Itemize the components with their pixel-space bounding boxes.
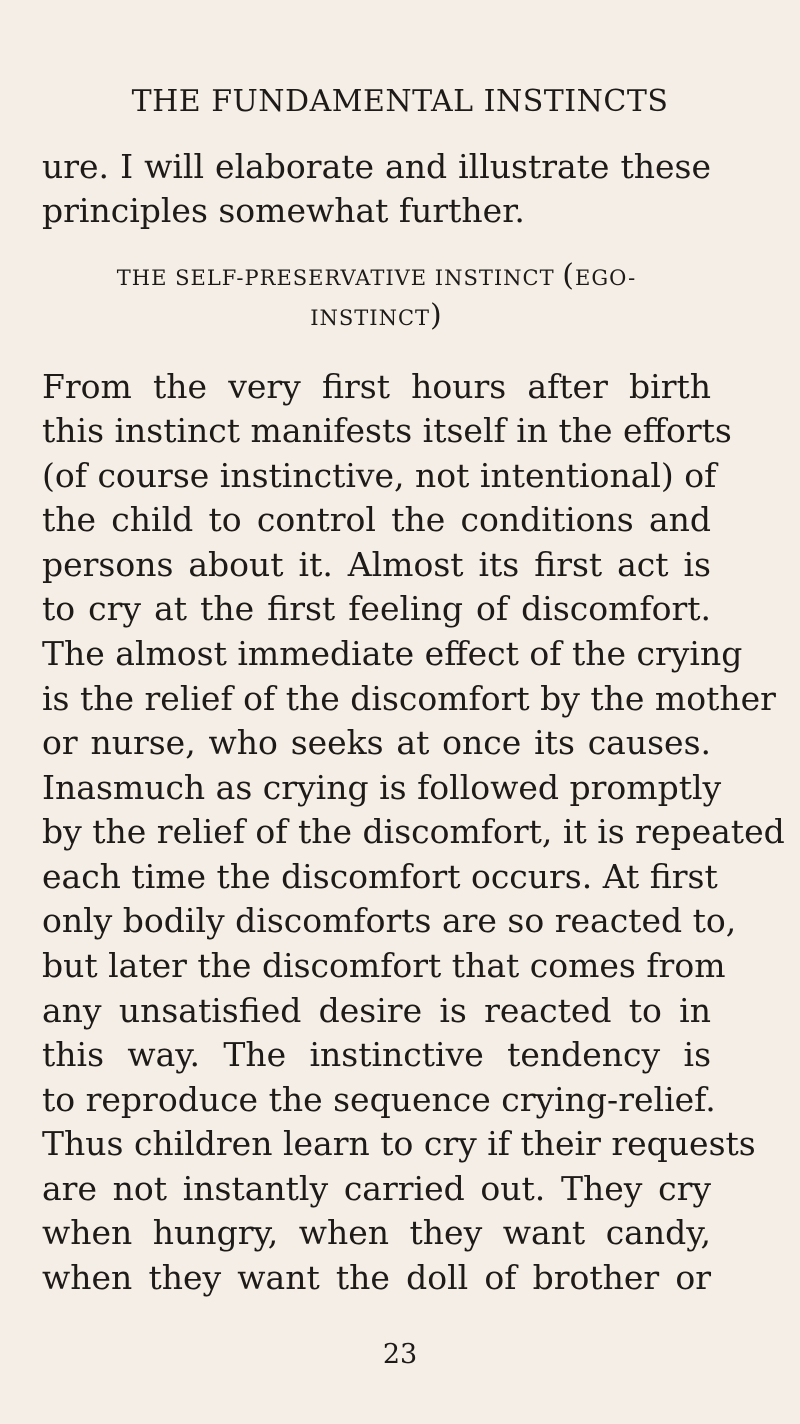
- section-heading-line-2: [42, 298, 711, 336]
- running-head: THE FUNDAMENTAL INSTINCTS: [131, 84, 669, 119]
- paragraph-line: this way. The instinctive tendency is: [42, 1035, 711, 1074]
- paragraph-line: or nurse, who seeks at once its causes.: [42, 723, 711, 762]
- paragraph-line: but later the discomfort that comes from: [42, 946, 726, 985]
- paragraph-line: (of course instinctive, not intentional) of: [42, 456, 717, 495]
- paragraph-line: when hungry, when they want candy,: [42, 1213, 711, 1252]
- paragraph-line: each time the discomfort occurs. At first: [42, 857, 718, 896]
- paragraph-line: any unsatisfied desire is reacted to in: [42, 991, 711, 1030]
- paragraph-line: only bodily discomforts are so reacted to,: [42, 901, 737, 940]
- heading-paren-close: ): [430, 298, 443, 333]
- paragraph-line: to reproduce the sequence crying-relief.: [42, 1080, 716, 1119]
- section-heading-line-1: [42, 258, 711, 296]
- paragraph-line: to cry at the first feeling of discomfort.: [42, 589, 711, 628]
- heading-paren-open: (: [562, 258, 575, 293]
- text-line: principles somewhat further.: [42, 191, 525, 230]
- paragraph-line: by the relief of the discomfort, it is repeated: [42, 812, 785, 851]
- heading-text: THE SELF-PRESERVATIVE INSTINCT: [116, 266, 563, 290]
- paragraph-line: is the relief of the discomfort by the mother: [42, 679, 776, 718]
- paragraph-line: Inasmuch as crying is followed promptly: [42, 768, 722, 807]
- page-number: 23: [382, 1339, 418, 1370]
- paragraph-line: From the very first hours after birth: [42, 367, 711, 406]
- paragraph-line: the child to control the conditions and: [42, 500, 711, 539]
- heading-text: EGO-: [575, 266, 637, 290]
- paragraph-line: are not instantly carried out. They cry: [42, 1169, 711, 1208]
- paragraph-line: when they want the doll of brother or: [42, 1258, 711, 1297]
- paragraph-line: this instinct manifests itself in the efforts: [42, 411, 732, 450]
- heading-text: INSTINCT: [310, 306, 431, 330]
- paragraph-line: persons about it. Almost its first act is: [42, 545, 711, 584]
- text-line: ure. I will elaborate and illustrate these: [42, 147, 711, 186]
- paragraph-line: The almost immediate effect of the crying: [42, 634, 743, 673]
- paragraph-line: Thus children learn to cry if their requests: [42, 1124, 756, 1163]
